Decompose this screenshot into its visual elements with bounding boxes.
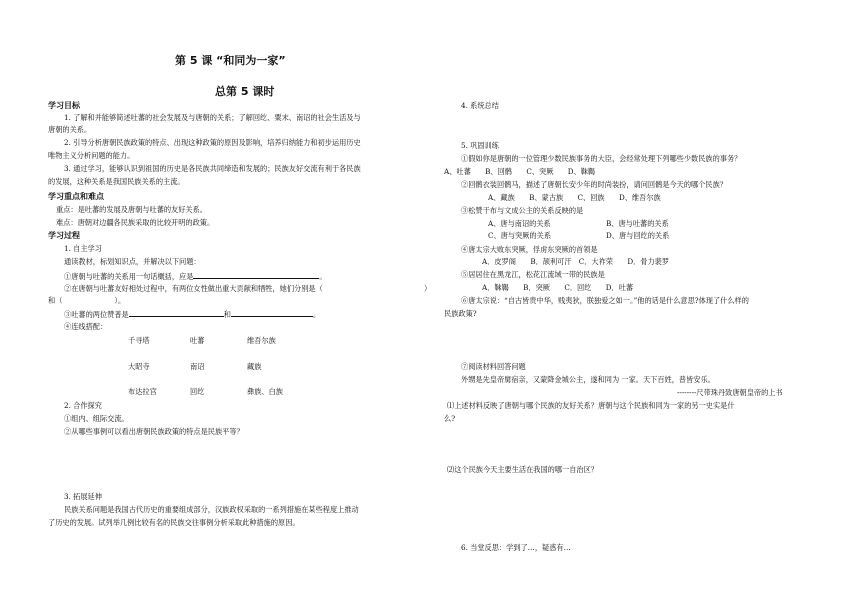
practice-q3-option-d[interactable]: D、唐与回纥的关系 xyxy=(606,231,670,240)
question-2-close: ）。 xyxy=(114,296,126,305)
practice-q4: ④唐太宗大败东突厥，俘虏东突厥的首领是 xyxy=(461,245,598,254)
goal-2-line-a: 2. 引导分析唐朝民族政策的特点、出现这种政策的原因及影响，培养归纳能力和初步运用历史 xyxy=(64,138,361,147)
coop-item-2: ②从哪些事例可以看出唐朝民族政策的特点是民族平等？ xyxy=(64,427,244,436)
self-study-heading: 1. 自主学习 xyxy=(64,244,102,253)
lesson-title: 第 5 课 “和同为一家” xyxy=(175,54,286,67)
question-3-text: ③吐蕃的两位赞普是 xyxy=(64,310,129,319)
answer-blank[interactable] xyxy=(231,309,313,317)
match-cell[interactable]: 维吾尔族 xyxy=(247,336,276,345)
question-3-mid: 和 xyxy=(223,310,231,319)
goal-1-line-a: 1. 了解和并能够简述吐蕃的社会发展及与唐朝的关系；了解回纥、粟末、南诏的社会生活及与 xyxy=(64,113,361,122)
practice-q3-option-a[interactable]: A、唐与南诏的关系 xyxy=(488,219,551,228)
difficulty-text: 难点：唐朝对边疆各民族采取的比较开明的政策。 xyxy=(56,218,215,227)
question-3-end: 。 xyxy=(312,310,321,319)
keypoint-text: 重点：是吐蕃的发展及唐朝与吐蕃的友好关系。 xyxy=(56,205,207,214)
practice-heading: 5. 巩固训练 xyxy=(461,141,499,150)
coop-heading: 2. 合作探究 xyxy=(64,401,102,410)
question-2-line-a-end: ） xyxy=(424,284,432,293)
question-2-line-a: ②在唐朝与吐蕃友好相处过程中，有两位女性做出重大贡献和牺牲，她们分别是（ xyxy=(64,284,323,293)
keypoints-heading: 学习重点和难点 xyxy=(48,192,104,201)
summary-heading: 4. 系统总结 xyxy=(461,101,499,110)
read-instruction: 通读教材，标划知识点，并解决以下问题： xyxy=(64,257,201,266)
practice-q7: ⑦阅读材料回答问题 xyxy=(461,362,526,371)
extend-line-a: 民族关系问题是我国古代历史的重要组成部分，汉族政权采取的一系列措施在某些程度上推动 xyxy=(64,505,359,514)
match-cell[interactable]: 藏族 xyxy=(247,362,262,371)
question-2-open: 和（ xyxy=(48,296,63,305)
question-4: ④连线搭配： xyxy=(64,322,108,331)
practice-q6-line-a: ⑥唐太宗说：“自古皆贵中华，贱夷狄，朕独爱之如一。”他的话是什么意思?体现了什么样的 xyxy=(461,296,749,305)
practice-q3-option-c[interactable]: C、唐与突厥的关系 xyxy=(488,231,552,240)
coop-item-1: ①组内、组际交流。 xyxy=(64,414,129,423)
goal-2-line-b: 唯物主义分析问题的能力。 xyxy=(48,151,135,160)
lesson-period: 总第 5 课时 xyxy=(215,85,275,98)
practice-q1-options[interactable]: A、吐蕃 B、回鹘 C、突厥 D、靺鞨 xyxy=(444,167,596,176)
goals-heading: 学习目标 xyxy=(48,101,80,110)
question-1-end: 。 xyxy=(319,272,327,281)
reflection-heading: 6. 当堂反思：学到了…，疑惑有… xyxy=(461,543,571,552)
practice-q4-options[interactable]: A．皮罗阁 B．颉利可汗 C．大祚荣 D．骨力裴罗 xyxy=(482,257,670,266)
question-1-text: ①唐朝与吐蕃的关系用一句话概括，应是 xyxy=(64,272,194,281)
answer-blank[interactable] xyxy=(193,271,319,279)
goal-3-line-a: 3. 通过学习，能够认识到祖国的历史是各民族共同缔造和发展的；民族友好交流有利于各民族 xyxy=(64,164,361,173)
practice-q6-line-b: 民族政策? xyxy=(444,309,477,318)
practice-q7-sub1-line-b: 么? xyxy=(444,414,456,423)
answer-blank[interactable] xyxy=(129,309,224,317)
practice-q3-option-b[interactable]: B、唐与吐蕃的关系 xyxy=(606,219,669,228)
match-cell[interactable]: 千寻塔 xyxy=(128,336,150,345)
practice-q5: ⑤居居住在黑龙江，松花江流域一带的民族是 xyxy=(461,270,605,279)
match-cell[interactable]: 南诏 xyxy=(190,362,205,371)
goal-1-line-b: 唐朝的关系。 xyxy=(48,125,92,134)
practice-q1: ①假如你是唐朝的一位管理少数民族事务的大臣，会经常处理下列哪些少数民族的事务？ xyxy=(461,154,742,163)
practice-q5-options[interactable]: A．靺鞨 B．突厥 C．回纥 D．吐蕃 xyxy=(482,283,634,292)
match-cell[interactable]: 彝族、白族 xyxy=(247,387,283,396)
practice-q7-material: 外甥是先皇帝舅宿亲，又蒙降金城公主，遂和同为 一家。天下百姓，普皆安乐。 xyxy=(461,375,715,384)
match-cell[interactable]: 大昭寺 xyxy=(128,362,150,371)
question-1 xyxy=(64,271,327,281)
match-cell[interactable]: 吐蕃 xyxy=(190,336,205,345)
match-cell[interactable]: 回纥 xyxy=(190,387,205,396)
practice-q7-sub2: ⑵这个民族今天主要生活在我国的哪一自治区？ xyxy=(447,465,598,474)
practice-q3: ③松赞干布与文成公主的关系反映的是 xyxy=(461,206,584,215)
process-heading: 学习过程 xyxy=(48,231,80,240)
question-2-line-b xyxy=(48,296,125,305)
practice-q7-source: --------尺带珠丹致唐朝皇帝的上书 xyxy=(677,388,783,397)
goal-3-line-b: 的发展，这种关系是我国民族关系的主流。 xyxy=(48,177,185,186)
practice-q7-sub1-line-a: ⑴上述材料反映了唐朝与哪个民族的友好关系？唐朝与这个民族和同为一家的另一史实是什 xyxy=(447,401,735,410)
practice-q2: ②回鹘衣装回鹘马，描述了唐朝长安少年的时尚装扮，请问回鹘是今天的哪个民族？ xyxy=(461,180,727,189)
practice-q2-options[interactable]: A、藏族 B、蒙古族 C、回族 D、维吾尔族 xyxy=(488,193,661,202)
extend-line-b: 了历史的发展。试列举几例比较有名的民族交往事例分析采取此种措施的原因。 xyxy=(48,518,300,527)
question-3 xyxy=(64,309,320,319)
extend-heading: 3. 拓展延伸 xyxy=(64,492,102,501)
match-cell[interactable]: 布达拉宫 xyxy=(128,387,157,396)
